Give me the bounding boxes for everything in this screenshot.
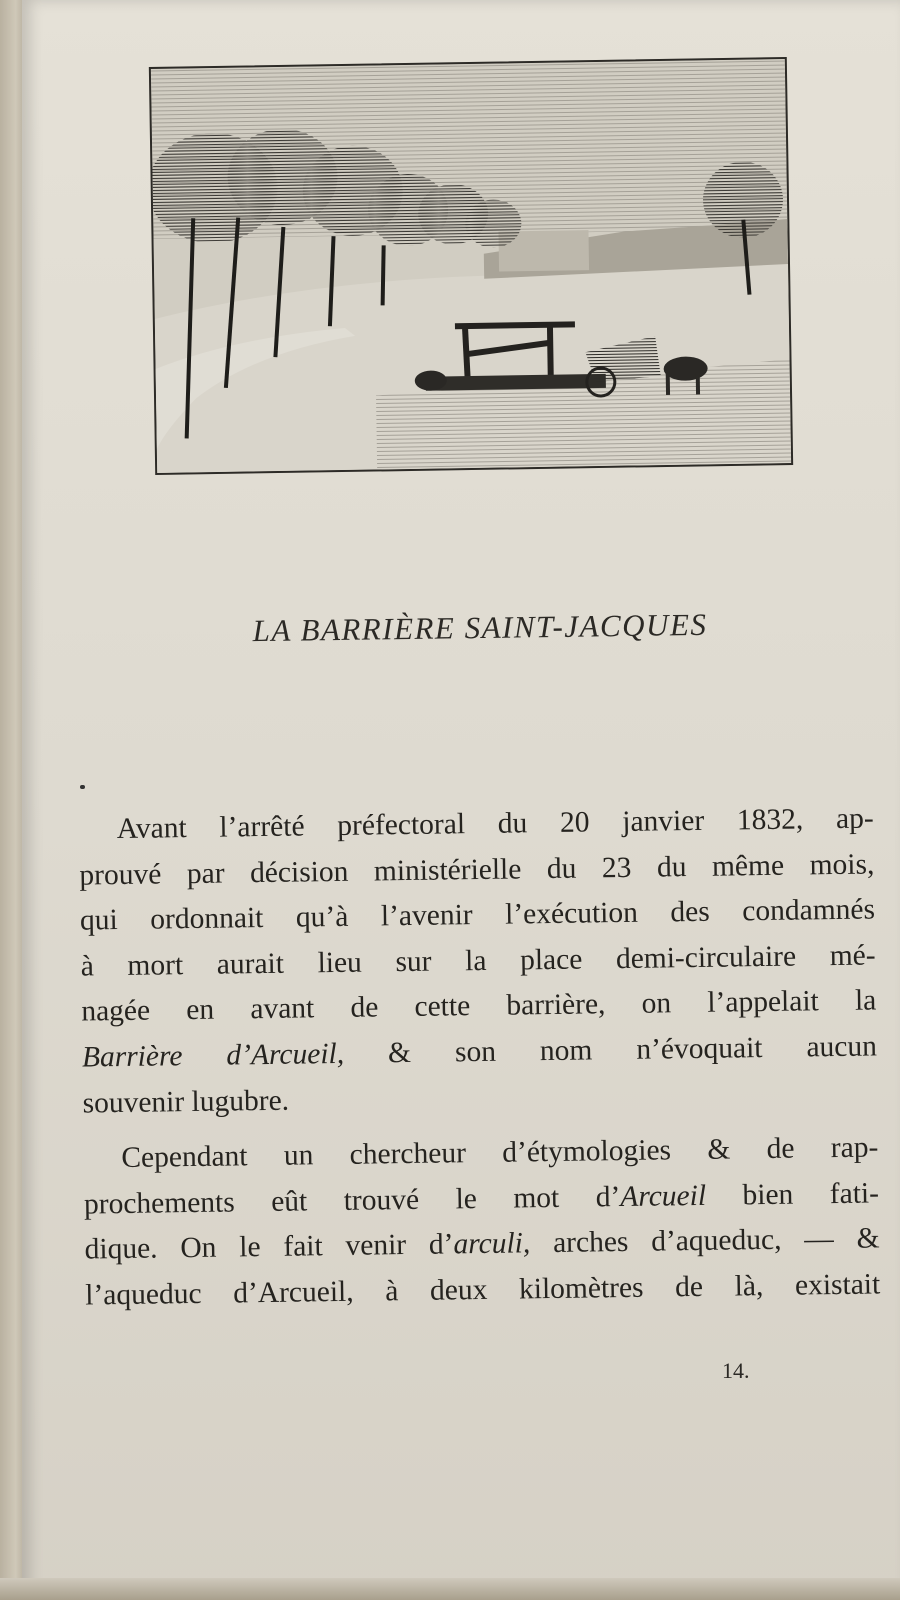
text-line: à mort aurait lieu sur la place demi-circulaire mé- [80,939,876,983]
paragraph [83,1126,880,1319]
text-line: prouvé par décision ministérielle du 23 du même mois, [79,848,875,892]
text-span: prochements eût trouvé le mot d’ [83,1180,621,1221]
italic-text: arculi, [453,1227,531,1261]
italic-text: Arcueil [620,1179,707,1213]
italic-text: Barrière d’Arcueil, [81,1037,345,1074]
page-number: 14. [722,1358,750,1383]
ink-mark [80,785,85,789]
text-line: Avant l’arrêté préfectoral du 20 janvier 1832, ap- [116,802,874,846]
text-line: l’aqueduc d’Arcueil, à deux kilomètres de là, existait [85,1268,881,1312]
paragraph [78,796,877,1126]
text-line: nagée en avant de cette barrière, on l’appelait la [81,984,877,1028]
text-span: bien fati- [705,1177,880,1212]
text-line: qui ordonnait qu’à l’avenir l’exécution des condamnés [79,893,876,937]
text-span: dique. On le fait venir d’ [84,1228,454,1266]
chapter-title: LA BARRIÈRE SAINT-JACQUES [252,606,708,649]
text-line: souvenir lugubre. [82,1084,290,1120]
page-bottom-edge [0,1578,900,1600]
engraving-illustration [149,57,793,475]
text-span: arches d’aqueduc, — & [530,1222,880,1260]
body-text [78,796,880,1319]
text-span: & son nom n’évoquait aucun [343,1030,878,1070]
text-line: Cependant un chercheur d’étymologies & de rap- [121,1131,879,1175]
